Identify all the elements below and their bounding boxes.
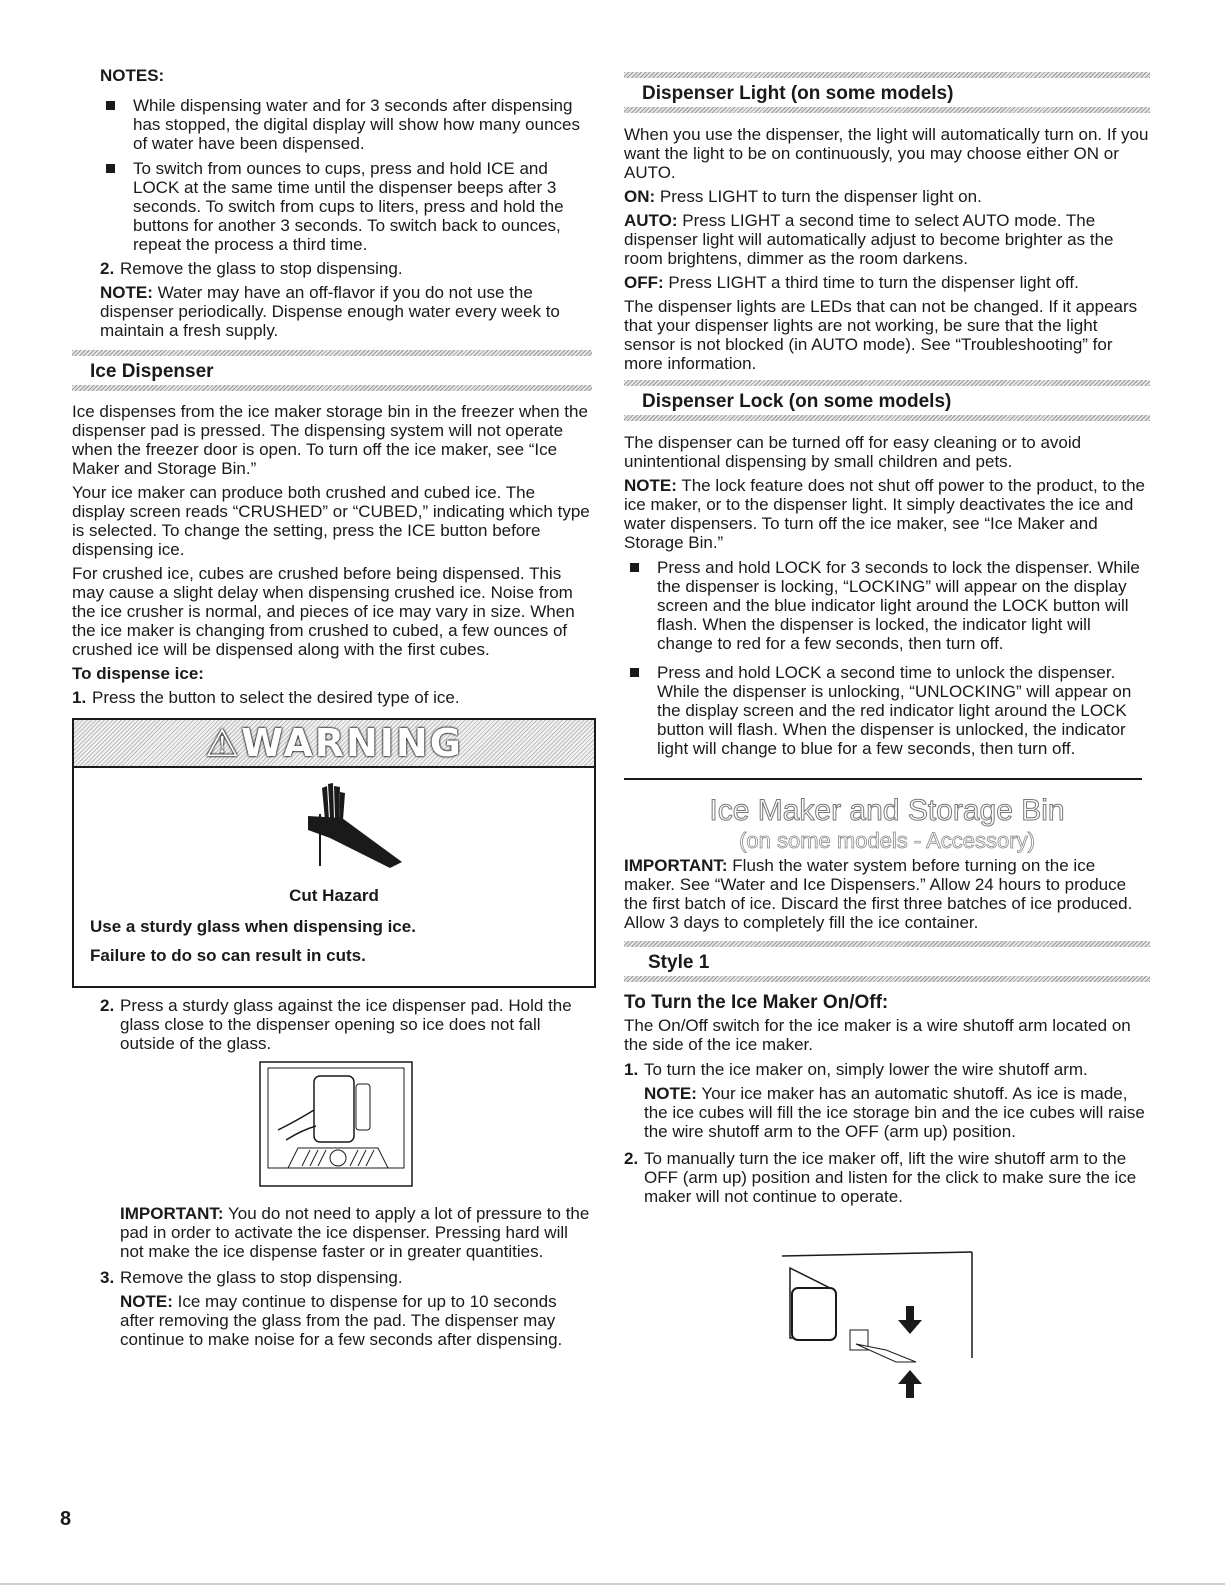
style-1-heading: Style 1 [624, 941, 1150, 982]
cut-hazard-symbol [74, 766, 594, 876]
hatch-rule [624, 415, 1150, 421]
paragraph: Ice dispenses from the ice maker storage bin in the freezer when the dispenser pad is pressed. The dispensing system will not operate when the freezer door is open. To turn off the ice maker, see “Ice Maker and Storage Bin.” [72, 402, 588, 478]
hatch-rule [72, 385, 592, 391]
bullet-square-icon [106, 101, 115, 110]
ice-maker-title-block [624, 794, 1150, 854]
ice-maker-important: IMPORTANT: Flush the water system before turning on the ice maker. See “Water and Ice Dispensers.” Allow 24 hours to produce the first batch of ice. Discard the first three batches of ice produced. Allow 3 days to completely fill the ice container. [624, 856, 1133, 932]
warning-header [74, 720, 594, 766]
ice-dispenser-body: Ice dispenses from the ice maker storage bin in the freezer when the dispenser pad is pressed. The dispensing system will not operate when the freezer door is open. To turn off the ice maker, see “Ice Maker and Storage Bin.” Your ice maker can produce both crushed and cubed ice. The display screen reads “CRUSHED” or “CUBED,” indicating which type is selected. To change the setting, press the ICE button before dispensing ice. For crushed ice, cubes are crushed before being dispensed. This may cause a slight delay when dispensing crushed ice. Noise from the ice crusher is normal, and pieces of ice may vary in size. When the ice maker is changing from crushed to cubed, a few ounces of crushed ice will be dispensed along with the first cubes. To dispense ice: 1. Press the button to select the desired type of ice. [72, 402, 592, 712]
shutoff-arm-icon [780, 1248, 980, 1408]
hazard-label: Cut Hazard [289, 886, 379, 905]
warning-line-2: Failure to do so can result in cuts. [90, 946, 366, 965]
bullet-square-icon [106, 164, 115, 173]
section-divider [624, 778, 1142, 780]
dispenser-light-body: When you use the dispenser, the light will automatically turn on. If you want the light to be on continuously, you may choose either ON or AUTO. ON: Press LIGHT to turn the dispenser light on. AUTO: Press LIGHT a second time to select AUTO mode. The dispenser light will automatically adjust to become brighter as the room brightens, dimmer as the room darkens. OFF: Press LIGHT a third time to turn the dispenser light off. The dispenser lights are LEDs that can not be changed. If it appears that your dispenser lights are not working, be sure that the light sensor is not blocked (in AUTO mode). See “Troubleshooting” for more information. [624, 125, 1149, 373]
warning-body [74, 874, 594, 986]
to-dispense-heading: To dispense ice: [72, 664, 204, 683]
paragraph: Your ice maker can produce both crushed and cubed ice. The display screen reads “CRUSHED” or “CUBED,” indicating which type is selected. To change the setting, press the ICE button before dispensing ice. [72, 483, 590, 559]
step-2-water: 2. Remove the glass to stop dispensing. NOTE: Water may have an off-flavor if you do not use the dispenser periodically. Dispense enough water every week to maintain a fresh supply. [100, 259, 592, 345]
notes-item: To switch from ounces to cups, press and hold ICE and LOCK at the same time until the dispenser beeps after 3 seconds. To switch from cups to liters, press and hold the buttons for another 3 seconds. To switch back to ounces, repeat the process a third time. [100, 159, 592, 254]
lock-bullet: Press and hold LOCK for 3 seconds to lock the dispenser. While the dispenser is locking, “LOCKING” will appear on the display screen and the blue indicator light around the LOCK button will flash. When the dispenser is locked, the indicator light will change to red for a few seconds, then turn off. [624, 558, 1150, 653]
warning-line-1: Use a sturdy glass when dispensing ice. [90, 917, 416, 936]
notes-item: While dispensing water and for 3 seconds after dispensing has stopped, the digital display will show how many ounces of water have been dispensed. [100, 96, 592, 153]
step-3: 3. Remove the glass to stop dispensing. NOTE: Ice may continue to dispense for up to 10 seconds after removing the glass from the pad. The dispenser may continue to make noise for a few seconds after dispensing. [100, 1268, 563, 1349]
onoff-heading: To Turn the Ice Maker On/Off: [624, 992, 889, 1013]
water-note: NOTE: Water may have an off-flavor if you do not use the dispenser periodically. Dispense enough water every week to maintain a fresh supply. [100, 283, 560, 340]
dispenser-light-heading: Dispenser Light (on some models) [624, 72, 1150, 113]
important-note: IMPORTANT: You do not need to apply a lot of pressure to the pad in order to activate the ice dispenser. Pressing hard will not make the ice dispense faster or in greater quantities. [120, 1204, 590, 1261]
notes-title: NOTES: [100, 66, 165, 85]
glass-dispenser-icon [258, 1060, 414, 1188]
dispenser-lock-heading: Dispenser Lock (on some models) [624, 380, 1150, 421]
page-number: 8 [60, 1508, 72, 1530]
dispenser-illustration [258, 1060, 414, 1188]
bullet-square-icon [630, 563, 639, 572]
ice-maker-illustration [780, 1248, 980, 1408]
ice-maker-subtitle: (on some models - Accessory) [739, 828, 1035, 853]
warning-box [72, 718, 596, 988]
bullet-square-icon [630, 668, 639, 677]
notes-list [100, 96, 592, 260]
hatch-rule [624, 976, 1150, 982]
cut-hand-icon [74, 768, 594, 874]
ice-maker-title: Ice Maker and Storage Bin [709, 794, 1065, 827]
step-2-glass: 2. Press a sturdy glass against the ice dispenser pad. Hold the glass close to the dispenser opening so ice does not fall outside of the glass. [100, 996, 572, 1053]
dispenser-lock-body: The dispenser can be turned off for easy cleaning or to avoid unintentional dispensing by small children and pets. NOTE: The lock feature does not shut off power to the product, to the ice maker, or to the dispenser light. It simply deactivates the ice and water dispensers. To turn off the ice maker, see “Ice Maker and Storage Bin.” Press and hold LOCK for 3 seconds to lock the dispenser. While the dispenser is locking, “LOCKING” will appear on the display screen and the blue indicator light around the LOCK button will flash. When the dispenser is locked, the indicator light will change to red for a few seconds, then turn off. Press and hold LOCK a second time to unlock the dispenser. While the dispenser is unlocking, “UNLOCKING” will appear on the display screen and the red indicator light around the LOCK button will flash. When the dispenser is unlocked, the indicator light will change to blue for a few seconds, then turn off. [624, 433, 1150, 764]
paragraph: For crushed ice, cubes are crushed before being dispensed. This may cause a slight delay when dispensing crushed ice. Noise from the ice crusher is normal, and pieces of ice may vary in size. When the ice maker is changing from crushed to cubed, a few ounces of crushed ice will be dispensed along with the first cubes. [72, 564, 575, 659]
warning-title: ⚠WARNING [205, 720, 463, 765]
onoff-section: To Turn the Ice Maker On/Off: The On/Off switch for the ice maker is a wire shutoff arm located on the side of the ice maker. 1. To turn the ice maker on, simply lower the wire shutoff arm. NOTE: Your ice maker has an automatic shutoff. As ice is made, the ice cubes will fill the ice storage bin and the ice cubes will raise the wire shutoff arm to the OFF (arm up) position. 2. To manually turn the ice maker off, lift the wire shutoff arm to the OFF (arm up) position and listen for the click to make sure the ice maker will not continue to operate. [624, 993, 1150, 1211]
ice-dispenser-heading: Ice Dispenser [72, 350, 592, 391]
lock-bullet: Press and hold LOCK a second time to unlock the dispenser. While the dispenser is unlocking, “UNLOCKING” will appear on the display screen and the red indicator light around the LOCK button will flash. When the dispenser is unlocked, the indicator light will change to blue for a few seconds, then turn off. [624, 663, 1150, 758]
hatch-rule [624, 107, 1150, 113]
